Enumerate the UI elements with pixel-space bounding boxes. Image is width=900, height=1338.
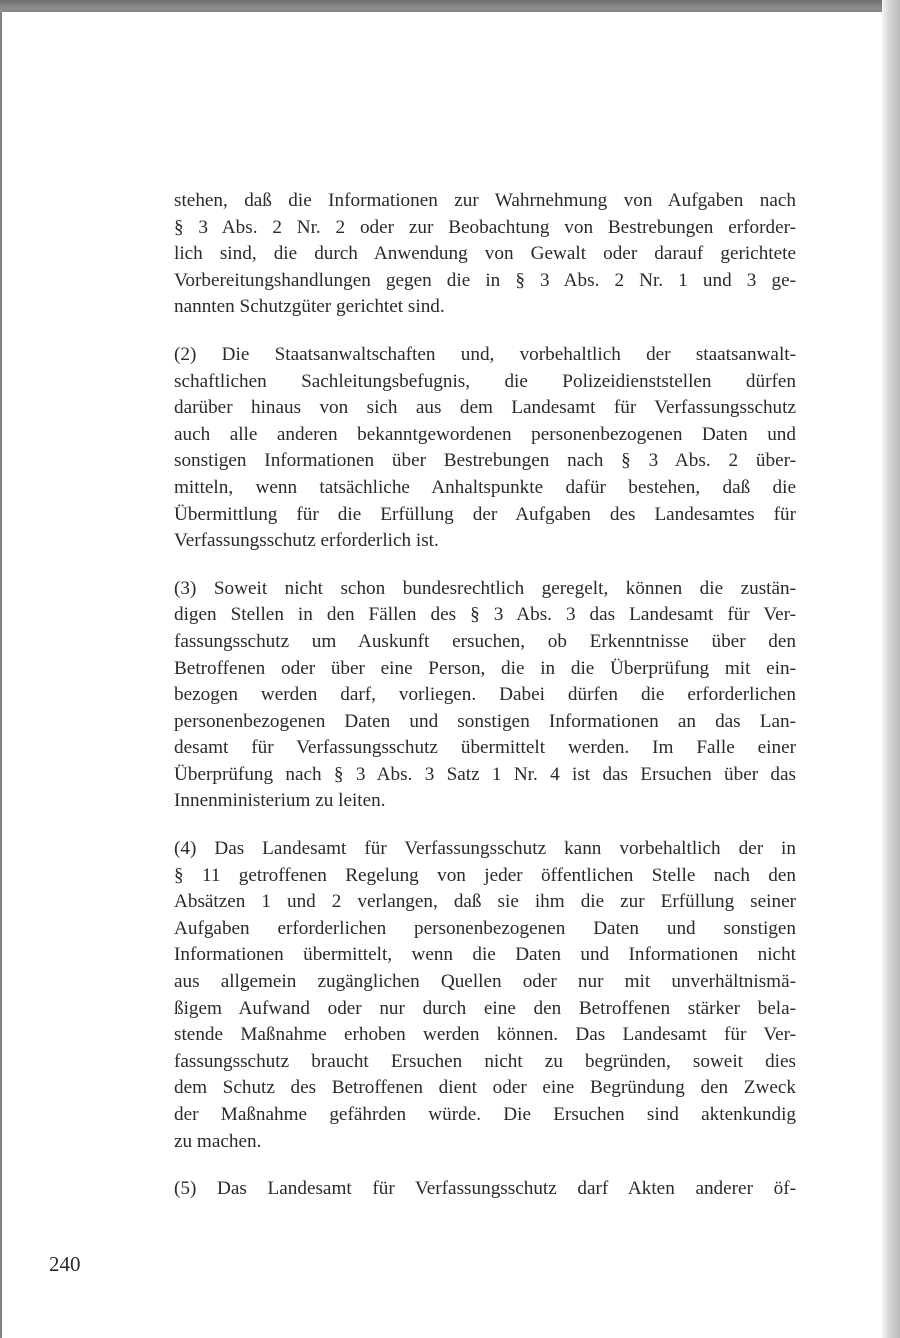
text-line: darüber hinaus von sich aus dem Landesamt für Verfassungsschutz — [174, 397, 796, 419]
text-line: der Maßnahme gefährden würde. Die Ersuchen sind aktenkundig — [174, 1104, 796, 1125]
text-line: Aufgaben erforderlichen personenbezogenen Daten und sonstigen — [174, 917, 796, 939]
text-line: digen Stellen in den Fällen des § 3 Abs. 3 das Landesamt für Ver- — [174, 604, 796, 626]
text-line: desamt für Verfassungsschutz übermittelt werden. Im Falle einer — [174, 737, 796, 759]
paragraph-5 — [174, 1176, 796, 1203]
text-line: stehen, daß die Informationen zur Wahrnehmung von Aufgaben nach — [174, 190, 796, 211]
text-line: aus allgemein zugänglichen Quellen oder nur mit unverhältnismä- — [174, 971, 796, 993]
text-line: Vorbereitungshandlungen gegen die in § 3 Abs. 2 Nr. 1 und 3 ge- — [174, 269, 796, 291]
document-page — [2, 12, 882, 1338]
text-line: fassungsschutz braucht Ersuchen nicht zu begründen, soweit dies — [174, 1050, 796, 1072]
paragraph-1 — [174, 188, 796, 321]
text-line: Übermittlung für die Erfüllung der Aufgaben des Landesamtes für — [174, 503, 796, 525]
text-line: personenbezogenen Daten und sonstigen Informationen an das Lan- — [174, 710, 796, 732]
text-line: sonstigen Informationen über Bestrebungen nach § 3 Abs. 2 über- — [174, 450, 796, 472]
paragraph-2 — [174, 342, 796, 555]
text-line: Innenministerium zu leiten. — [174, 790, 386, 812]
text-line: Verfassungsschutz erforderlich ist. — [174, 530, 439, 552]
text-line: schaftlichen Sachleitungsbefugnis, die Polizeidienststellen dürfen — [174, 370, 796, 392]
text-line: Absätzen 1 und 2 verlangen, daß sie ihm die zur Erfüllung seiner — [174, 891, 796, 913]
text-line: Informationen übermittelt, wenn die Daten und Informationen nicht — [174, 944, 796, 966]
scan-shadow-top — [0, 0, 900, 12]
text-line: (2) Die Staatsanwaltschaften und, vorbehaltlich der staatsanwalt- — [174, 343, 796, 365]
text-line: ßigem Aufwand oder nur durch eine den Betroffenen stärker bela- — [174, 997, 796, 1019]
text-line: auch alle anderen bekanntgewordenen personenbezogenen Daten und — [174, 423, 796, 445]
text-line: § 11 getroffenen Regelung von jeder öffentlichen Stelle nach den — [174, 864, 796, 886]
text-line: Überprüfung nach § 3 Abs. 3 Satz 1 Nr. 4 ist das Ersuchen über das — [174, 763, 796, 785]
text-line: bezogen werden darf, vorliegen. Dabei dürfen die erforderlichen — [174, 684, 796, 706]
text-line: stende Maßnahme erhoben werden können. Das Landesamt für Ver- — [174, 1024, 796, 1046]
text-line: (5) Das Landesamt für Verfassungsschutz darf Akten anderer öf- — [174, 1178, 796, 1200]
text-line: (3) Soweit nicht schon bundesrechtlich geregelt, können die zustän- — [174, 577, 796, 599]
scan-shadow-right — [882, 0, 900, 1338]
body-text — [174, 188, 796, 1224]
text-line: fassungsschutz um Auskunft ersuchen, ob Erkenntnisse über den — [174, 630, 796, 652]
paragraph-3 — [174, 576, 796, 815]
text-line: dem Schutz des Betroffenen dient oder eine Begründung den Zweck — [174, 1077, 796, 1099]
text-line: Betroffenen oder über eine Person, die in die Überprüfung mit ein- — [174, 657, 796, 679]
text-line: mitteln, wenn tatsächliche Anhaltspunkte dafür bestehen, daß die — [174, 476, 796, 498]
text-line: nannten Schutzgüter gerichtet sind. — [174, 296, 445, 318]
paragraph-4 — [174, 836, 796, 1155]
text-line: lich sind, die durch Anwendung von Gewalt oder darauf gerichtete — [174, 243, 796, 265]
text-line: zu machen. — [174, 1130, 262, 1152]
text-line: (4) Das Landesamt für Verfassungsschutz kann vorbehaltlich der in — [174, 838, 796, 860]
page-number: 240 — [49, 1252, 81, 1276]
text-line: § 3 Abs. 2 Nr. 2 oder zur Beobachtung von Bestrebungen erforder- — [174, 216, 796, 238]
